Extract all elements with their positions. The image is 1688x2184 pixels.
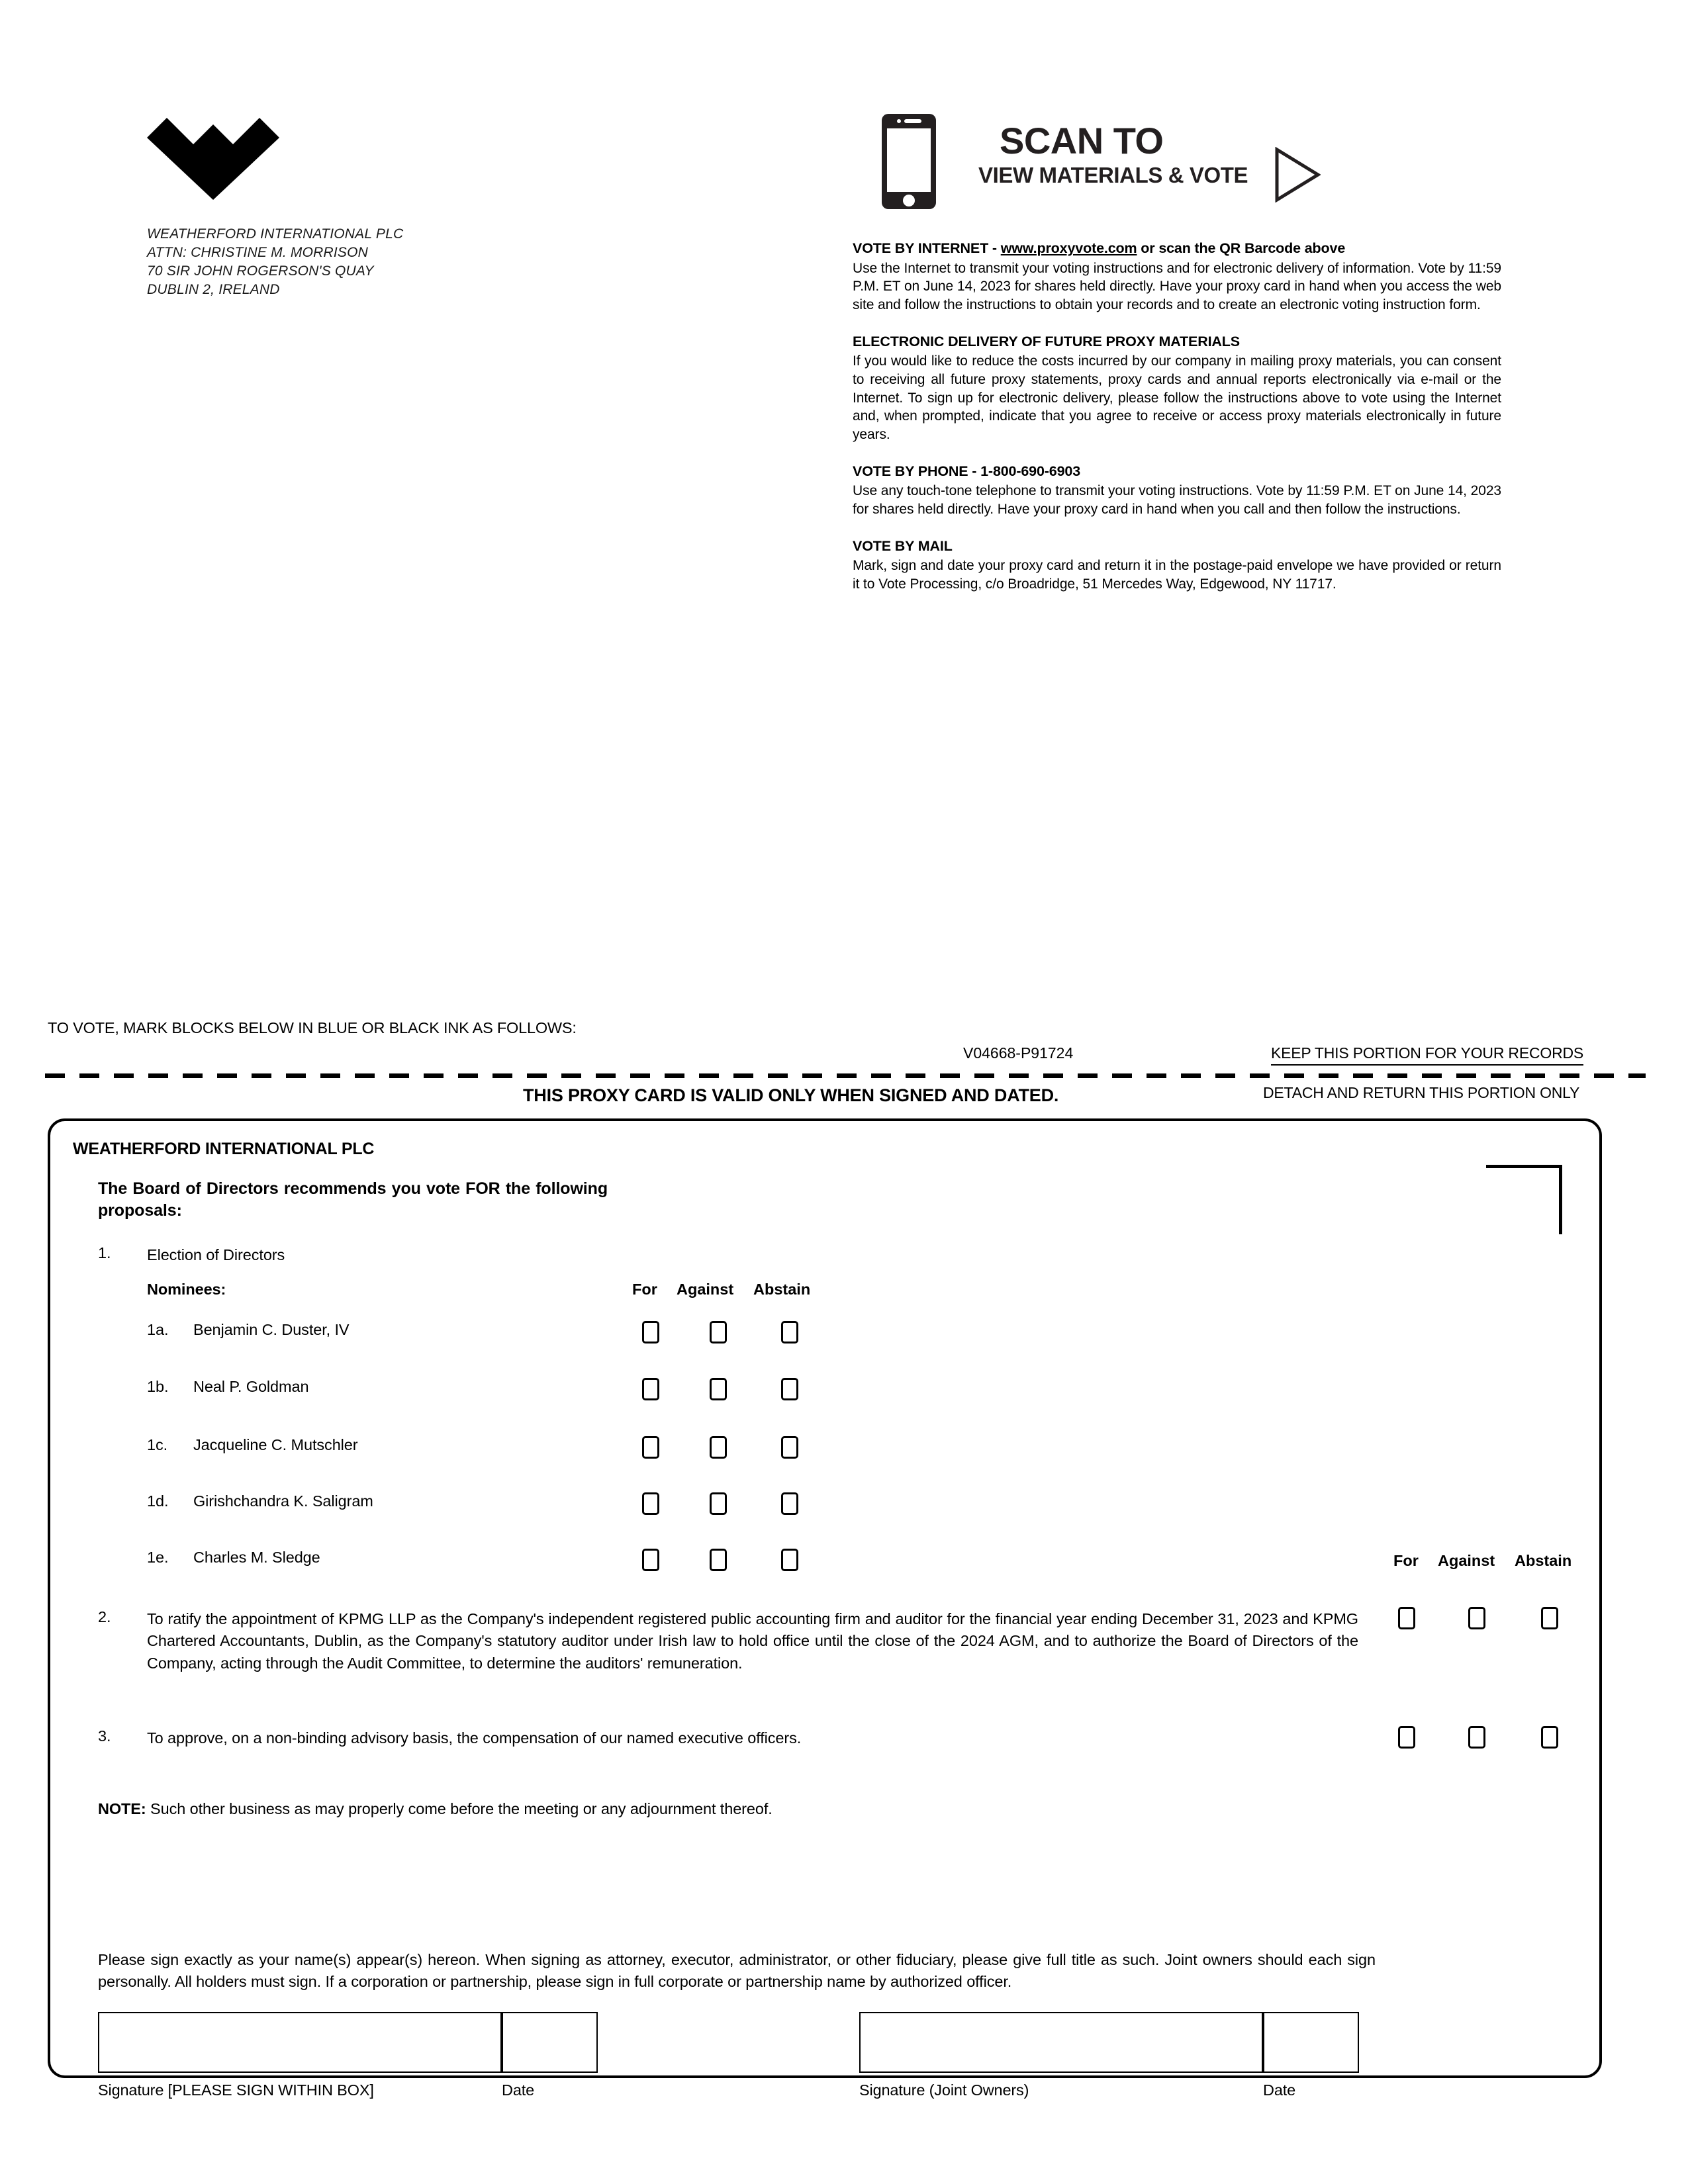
instruction-mail-body: Mark, sign and date your proxy card and return it in the postage-paid envelope we have provided or return it to Vote Processing, c/o Broadridge, 51 Mercedes Way, Edgewood, NY 11717.	[853, 558, 1501, 592]
proposal-3-against-checkbox[interactable]	[1468, 1726, 1485, 1749]
proposal-3-for-checkbox[interactable]	[1398, 1726, 1415, 1749]
address-lines	[147, 225, 451, 299]
nominee-row	[0, 1492, 1688, 1519]
company-attn: ATTN: CHRISTINE M. MORRISON	[147, 244, 369, 260]
weatherford-logo-icon	[147, 118, 279, 200]
nominee-index: 1b.	[147, 1378, 169, 1395]
company-street: 70 SIR JOHN ROGERSON'S QUAY	[147, 263, 374, 279]
signature-label-primary: Signature [PLEASE SIGN WITHIN BOX]	[98, 2081, 374, 2099]
control-number: V04668-P91724	[963, 1044, 1074, 1062]
proposal-2-number: 2.	[98, 1608, 111, 1625]
signature-field-joint[interactable]	[859, 2012, 1263, 2073]
nominee-name: Neal P. Goldman	[193, 1378, 309, 1395]
column-header-against: Against	[677, 1281, 734, 1298]
note-text: Such other business as may properly come before the meeting or any adjournment thereof.	[146, 1800, 773, 1817]
signature-label-joint: Signature (Joint Owners)	[859, 2081, 1029, 2099]
smartphone-icon	[880, 113, 937, 210]
instruction-phone	[853, 463, 1501, 519]
nominee-row	[0, 1321, 1688, 1347]
note-label: NOTE:	[98, 1800, 146, 1817]
nominee-1c-against-checkbox[interactable]	[710, 1436, 727, 1459]
nominee-row	[0, 1549, 1688, 1575]
proposal-2-against-checkbox[interactable]	[1468, 1607, 1485, 1629]
company-city: DUBLIN 2, IRELAND	[147, 281, 280, 297]
detach-portion-label: DETACH AND RETURN THIS PORTION ONLY	[1263, 1084, 1580, 1101]
play-triangle-icon	[1274, 147, 1321, 203]
date-label-primary: Date	[502, 2081, 535, 2099]
nominee-row	[0, 1436, 1688, 1463]
card-company-title: WEATHERFORD INTERNATIONAL PLC	[73, 1140, 375, 1158]
date-field-primary[interactable]	[502, 2012, 598, 2073]
instruction-internet-body: Use the Internet to transmit your voting instructions and for electronic delivery of information. Vote by 11:59 P.M. ET on June 14, 2023 for shares held directly. Have your proxy card in hand when you access the web site and follow the instructions to obtain your records and to create an electronic voting instruction form.	[853, 260, 1501, 312]
nominee-1b-abstain-checkbox[interactable]	[781, 1378, 798, 1400]
proposal-3-number: 3.	[98, 1727, 111, 1745]
detach-dashed-line	[45, 1073, 1646, 1078]
company-address-block	[147, 118, 451, 299]
instruction-electronic-delivery	[853, 333, 1501, 444]
nominee-row	[0, 1378, 1688, 1404]
proposal-3-text: To approve, on a non-binding advisory basis, the compensation of our named executive officers.	[147, 1729, 802, 1747]
nominee-name: Jacqueline C. Mutschler	[193, 1436, 358, 1453]
nominee-1a-against-checkbox[interactable]	[710, 1321, 727, 1343]
date-field-joint[interactable]	[1263, 2012, 1359, 2073]
nominee-1a-for-checkbox[interactable]	[642, 1321, 659, 1343]
date-label-joint: Date	[1263, 2081, 1296, 2099]
internet-heading-suffix: or scan the QR Barcode above	[1137, 240, 1346, 256]
nominee-1d-abstain-checkbox[interactable]	[781, 1492, 798, 1515]
board-recommendation: The Board of Directors recommends you vote FOR the following proposals:	[98, 1179, 608, 1220]
corner-alignment-mark	[1486, 1165, 1562, 1234]
nominees-header: Nominees:	[147, 1281, 226, 1298]
proposal-2-for-checkbox[interactable]	[1398, 1607, 1415, 1629]
instruction-phone-body: Use any touch-tone telephone to transmit your voting instructions. Vote by 11:59 P.M. ET on June 14, 2023 for shares held directly. Have your proxy card in hand when you call and then follow the instructions.	[853, 483, 1501, 518]
column2-header-against: Against	[1438, 1552, 1495, 1569]
nominee-name: Girishchandra K. Saligram	[193, 1492, 373, 1510]
note-line	[98, 1800, 1025, 1818]
internet-heading-prefix: VOTE BY INTERNET -	[853, 240, 1001, 256]
proposal-3-abstain-checkbox[interactable]	[1541, 1726, 1558, 1749]
column-header-for: For	[632, 1281, 657, 1298]
nominee-index: 1c.	[147, 1436, 168, 1453]
column2-header-abstain: Abstain	[1515, 1552, 1572, 1569]
nominee-index: 1e.	[147, 1549, 169, 1566]
instruction-internet	[853, 240, 1501, 314]
view-materials-label: VIEW MATERIALS & VOTE	[978, 163, 1248, 187]
nominee-index: 1d.	[147, 1492, 169, 1510]
nominee-1c-for-checkbox[interactable]	[642, 1436, 659, 1459]
signature-instructions: Please sign exactly as your name(s) appear(s) hereon. When signing as attorney, executor, administrator, or other fiduciary, please give full title as such. Joint owners should each sign personally. All holders must sign. If a corporation or partnership, please sign in full corporate or partnership name by authorized officer.	[98, 1951, 1376, 1991]
instruction-internet-heading	[853, 240, 1501, 258]
instruction-electronic-heading: ELECTRONIC DELIVERY OF FUTURE PROXY MATERIALS	[853, 333, 1240, 349]
proposal-2-abstain-checkbox[interactable]	[1541, 1607, 1558, 1629]
proxyvote-url-link[interactable]: www.proxyvote.com	[1000, 240, 1137, 256]
nominee-1e-against-checkbox[interactable]	[710, 1549, 727, 1571]
voting-instructions	[853, 240, 1501, 594]
proposal-1-text: Election of Directors	[147, 1246, 285, 1263]
scan-to-label: SCAN TO	[1000, 120, 1164, 161]
instruction-phone-heading: VOTE BY PHONE - 1-800-690-6903	[853, 463, 1081, 479]
nominee-1a-abstain-checkbox[interactable]	[781, 1321, 798, 1343]
nominee-1d-against-checkbox[interactable]	[710, 1492, 727, 1515]
column2-header-for: For	[1393, 1552, 1419, 1569]
to-vote-instruction: TO VOTE, MARK BLOCKS BELOW IN BLUE OR BLACK INK AS FOLLOWS:	[48, 1019, 577, 1036]
nominee-1b-against-checkbox[interactable]	[710, 1378, 727, 1400]
nominee-name: Charles M. Sledge	[193, 1549, 320, 1566]
nominee-1b-for-checkbox[interactable]	[642, 1378, 659, 1400]
keep-portion-label: KEEP THIS PORTION FOR YOUR RECORDS	[1271, 1044, 1583, 1066]
company-name: WEATHERFORD INTERNATIONAL PLC	[147, 226, 404, 242]
nominee-1d-for-checkbox[interactable]	[642, 1492, 659, 1515]
instruction-mail	[853, 537, 1501, 594]
nominee-1c-abstain-checkbox[interactable]	[781, 1436, 798, 1459]
proposal-2-text: To ratify the appointment of KPMG LLP as the Company's independent registered public accounting firm and auditor for the financial year ending December 31, 2023 and KPMG Chartered Accountants, Dublin, as the Company's statutory auditor under Irish law to hold office until the close of the 2024 AGM, and to authorize the Board of Directors of the Company, acting through the Audit Committee, to determine the auditors' remuneration.	[147, 1610, 1358, 1672]
nominee-name: Benjamin C. Duster, IV	[193, 1321, 350, 1338]
instruction-mail-heading: VOTE BY MAIL	[853, 537, 953, 554]
nominee-1e-for-checkbox[interactable]	[642, 1549, 659, 1571]
nominee-index: 1a.	[147, 1321, 169, 1338]
signature-field-primary[interactable]	[98, 2012, 502, 2073]
instruction-electronic-body: If you would like to reduce the costs incurred by our company in mailing proxy materials, you can consent to receiving all future proxy statements, proxy cards and annual reports electronically via e-mail or the Internet. To sign up for electronic delivery, please follow the instructions above to vote using the Internet and, when prompted, indicate that you agree to receive or access proxy materials electronically in future years.	[853, 353, 1501, 443]
proposal-1-number: 1.	[98, 1244, 111, 1261]
column-header-abstain: Abstain	[753, 1281, 811, 1298]
nominee-1e-abstain-checkbox[interactable]	[781, 1549, 798, 1571]
valid-when-signed-label: THIS PROXY CARD IS VALID ONLY WHEN SIGNED AND DATED.	[523, 1085, 1059, 1105]
